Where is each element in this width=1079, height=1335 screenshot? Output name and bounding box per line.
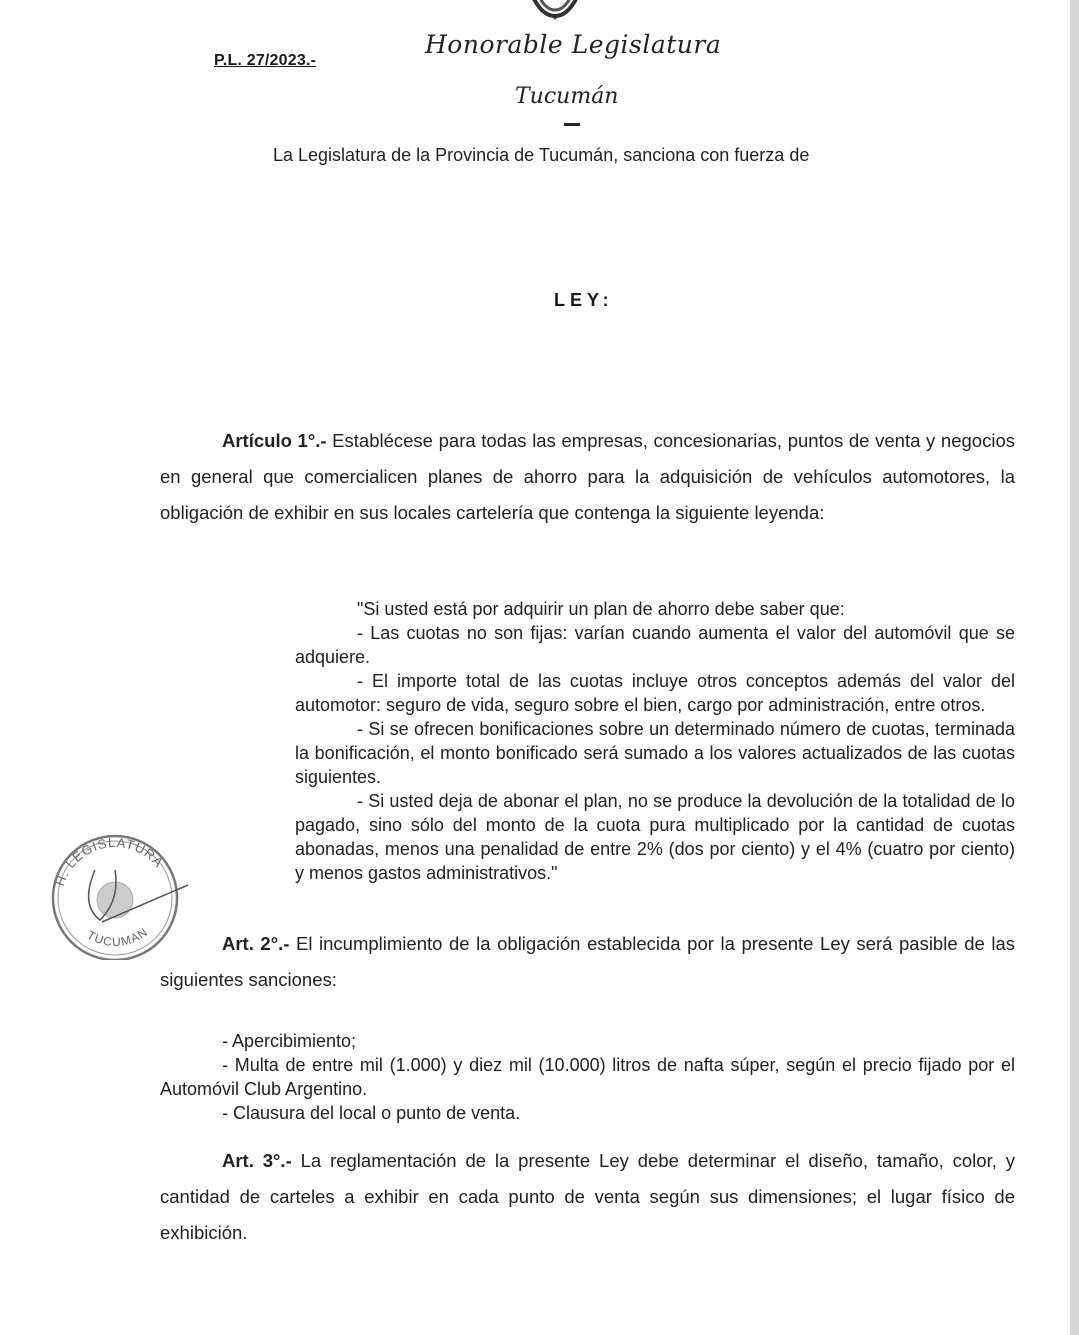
article-2-label: Art. 2°.- [222, 933, 290, 954]
svg-text:TUCUMAN: TUCUMAN [84, 924, 151, 950]
enactment-clause: La Legislatura de la Provincia de Tucumán, sanciona con fuerza de [273, 145, 810, 165]
sanction-item: - Apercibimiento; [222, 1031, 357, 1051]
sanctions-list [160, 1029, 1015, 1125]
institution-province: Tucumán [515, 84, 619, 109]
sanction-item: - Clausura del local o punto de venta. [222, 1103, 521, 1123]
quote-line: "Si usted está por adquirir un plan de ahorro debe saber que: [357, 599, 845, 619]
mandatory-notice-quote [295, 597, 1015, 885]
law-title: LEY: [554, 290, 614, 310]
article-1-label: Artículo 1°.- [222, 430, 327, 451]
article-3-label: Art. 3°.- [222, 1150, 292, 1171]
quote-line: - El importe total de las cuotas incluye otros conceptos además del valor del automotor: seguro de vida, seguro sobre el bien, cargo por administración, entre otros. [295, 671, 1015, 715]
project-number: P.L. 27/2023.- [214, 52, 317, 69]
article-3-text: La reglamentación de la presente Ley debe determinar el diseño, tamaño, color, y cantidad de carteles a exhibir en cada punto de venta según sus dimensiones; el lugar físico de exhibición. [160, 1150, 1015, 1243]
article-1 [160, 423, 1015, 531]
coat-of-arms-icon [520, 0, 590, 20]
article-2-text: El incumplimiento de la obligación establecida por la presente Ley será pasible de las siguientes sanciones: [160, 933, 1015, 990]
quote-line: - Las cuotas no son fijas: varían cuando aumenta el valor del automóvil que se adquiere. [295, 623, 1015, 667]
svg-text:H. LEGISLATURA: H. LEGISLATURA [52, 834, 167, 888]
article-1-text: Establécese para todas las empresas, concesionarias, puntos de venta y negocios en general que comercialicen planes de ahorro para la adquisición de vehículos automotores, la obligación de exhibir en sus locales cartelería que contenga la siguiente leyenda: [160, 430, 1015, 523]
quote-line: - Si se ofrecen bonificaciones sobre un determinado número de cuotas, terminada la bonificación, el monto bonificado será sumado a los valores actualizados de las cuotas siguientes. [295, 719, 1015, 787]
article-3 [160, 1143, 1015, 1251]
sanction-item: - Multa de entre mil (1.000) y diez mil (10.000) litros de nafta súper, según el precio fijado por el Automóvil Club Argentino. [160, 1055, 1015, 1099]
institution-name: Honorable Legislatura [425, 30, 722, 59]
header-divider [564, 123, 580, 126]
quote-line: - Si usted deja de abonar el plan, no se produce la devolución de la totalidad de lo pagado, sino sólo del monto de la cuota pura multiplicado por la cantidad de cuotas abonadas, menos una penalidad de entre 2% (dos por ciento) y el 4% (cuatro por ciento) y menos gastos administrativos." [295, 791, 1015, 883]
article-2 [160, 926, 1015, 998]
